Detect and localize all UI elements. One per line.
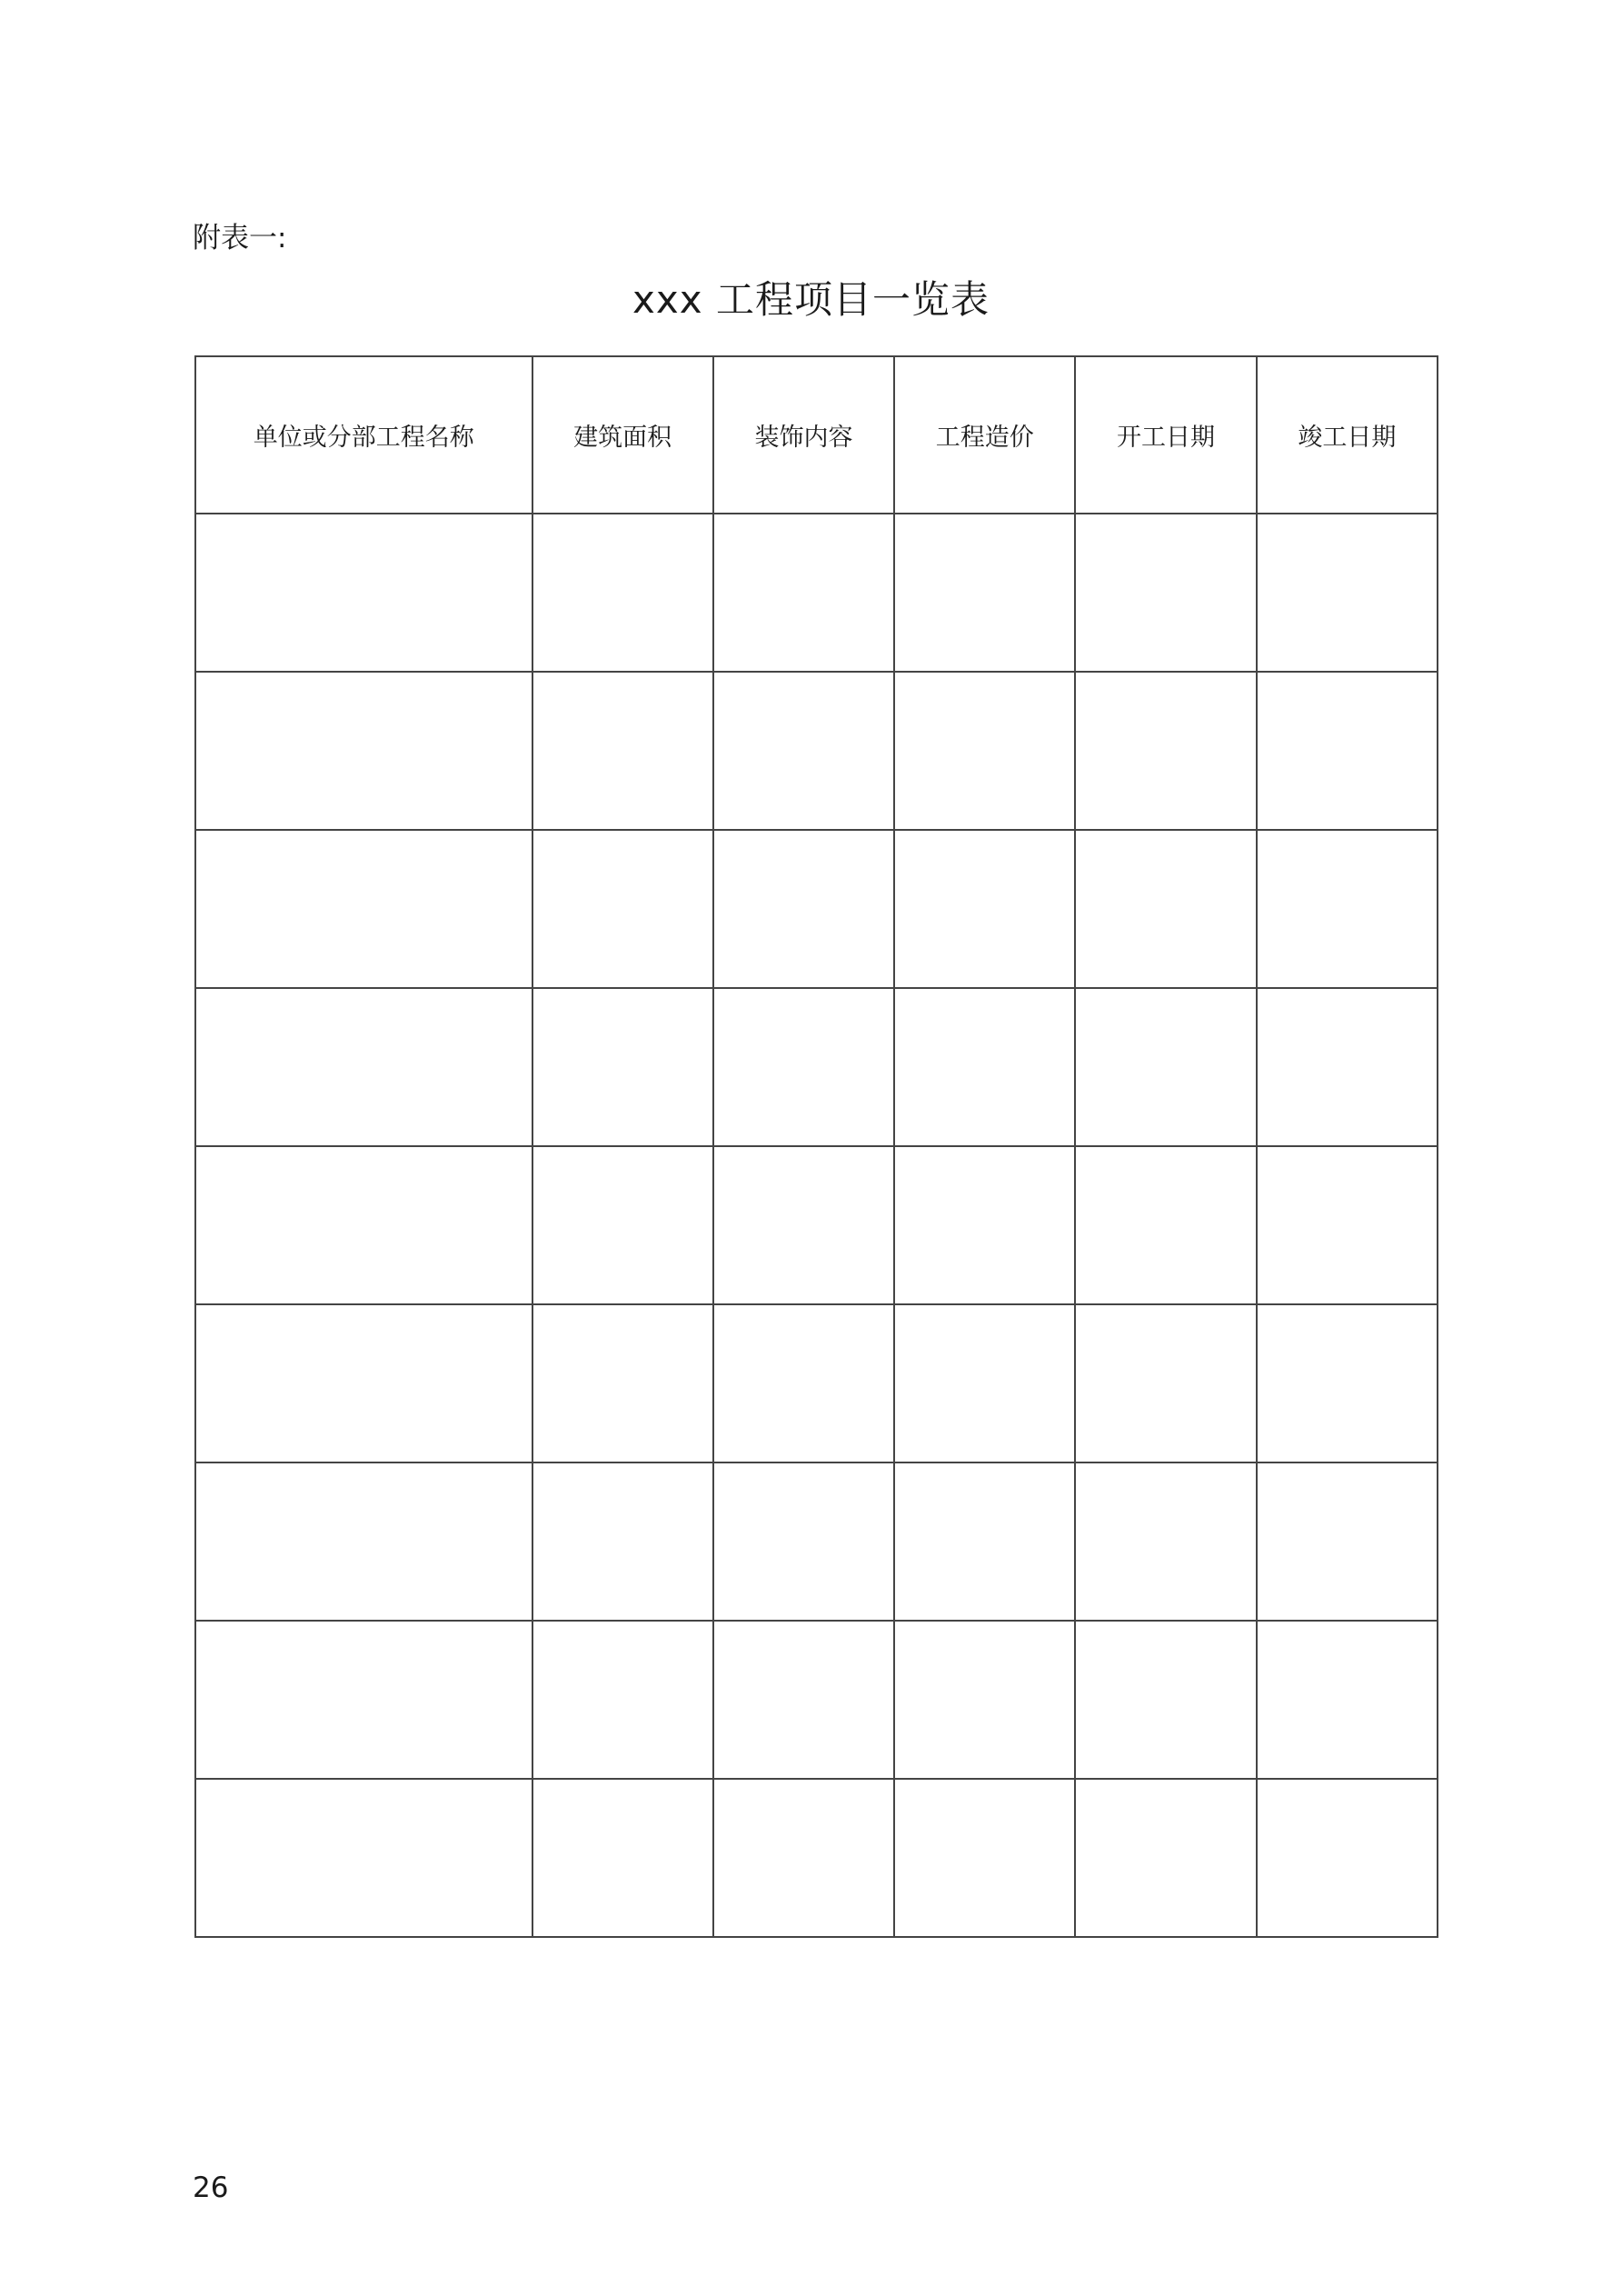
table-cell: [532, 672, 713, 830]
table-cell: [1257, 1462, 1438, 1621]
header-building-area: 建筑面积: [532, 356, 713, 514]
table-row: [195, 1146, 1438, 1304]
table-cell: [1075, 1146, 1256, 1304]
table-cell: [532, 1621, 713, 1779]
table-row: [195, 1779, 1438, 1937]
table-cell: [1075, 1304, 1256, 1462]
table-cell: [1257, 988, 1438, 1146]
table-cell: [713, 514, 894, 672]
table-cell: [713, 830, 894, 988]
table-cell: [195, 514, 532, 672]
table-cell: [894, 830, 1075, 988]
table-cell: [713, 1304, 894, 1462]
table-cell: [1257, 514, 1438, 672]
table-cell: [894, 1304, 1075, 1462]
table-cell: [1075, 830, 1256, 988]
table-cell: [713, 1146, 894, 1304]
table-cell: [894, 988, 1075, 1146]
table-cell: [894, 672, 1075, 830]
table-cell: [195, 988, 532, 1146]
project-table-container: [194, 355, 1438, 1938]
table-cell: [894, 1462, 1075, 1621]
table-row: [195, 988, 1438, 1146]
table-header-row: [195, 356, 1438, 514]
table-cell: [195, 830, 532, 988]
table-cell: [532, 1146, 713, 1304]
table-cell: [713, 672, 894, 830]
table-cell: [195, 1621, 532, 1779]
table-cell: [894, 1146, 1075, 1304]
table-row: [195, 672, 1438, 830]
table-cell: [195, 1779, 532, 1937]
header-project-cost: 工程造价: [894, 356, 1075, 514]
table-cell: [532, 1462, 713, 1621]
table-cell: [1075, 1621, 1256, 1779]
table-cell: [532, 514, 713, 672]
table-cell: [1075, 988, 1256, 1146]
table-cell: [1075, 514, 1256, 672]
table-cell: [532, 1304, 713, 1462]
table-row: [195, 830, 1438, 988]
table-body: [195, 514, 1438, 1937]
table-cell: [1257, 1146, 1438, 1304]
header-decoration-content: 装饰内容: [713, 356, 894, 514]
table-cell: [713, 1779, 894, 1937]
table-cell: [195, 1462, 532, 1621]
table-cell: [195, 672, 532, 830]
table-row: [195, 1462, 1438, 1621]
table-cell: [1075, 672, 1256, 830]
table-cell: [195, 1146, 532, 1304]
table-cell: [1257, 830, 1438, 988]
table-cell: [532, 830, 713, 988]
table-row: [195, 1621, 1438, 1779]
table-cell: [894, 1621, 1075, 1779]
header-start-date: 开工日期: [1075, 356, 1256, 514]
table-cell: [1075, 1462, 1256, 1621]
table-cell: [1257, 672, 1438, 830]
table-cell: [1257, 1621, 1438, 1779]
appendix-label: 附表一:: [193, 222, 287, 255]
table-cell: [713, 1621, 894, 1779]
table-cell: [894, 1779, 1075, 1937]
page-title: xxx 工程项目一览表: [632, 277, 990, 322]
table-cell: [195, 1304, 532, 1462]
project-table: [194, 355, 1438, 1938]
table-row: [195, 1304, 1438, 1462]
table-row: [195, 514, 1438, 672]
table-cell: [1075, 1779, 1256, 1937]
table-cell: [532, 1779, 713, 1937]
table-cell: [713, 988, 894, 1146]
header-completion-date: 竣工日期: [1257, 356, 1438, 514]
table-cell: [532, 988, 713, 1146]
table-cell: [894, 514, 1075, 672]
table-cell: [713, 1462, 894, 1621]
page-number: 26: [193, 2171, 229, 2204]
table-cell: [1257, 1304, 1438, 1462]
header-unit-name: 单位或分部工程名称: [195, 356, 532, 514]
table-cell: [1257, 1779, 1438, 1937]
